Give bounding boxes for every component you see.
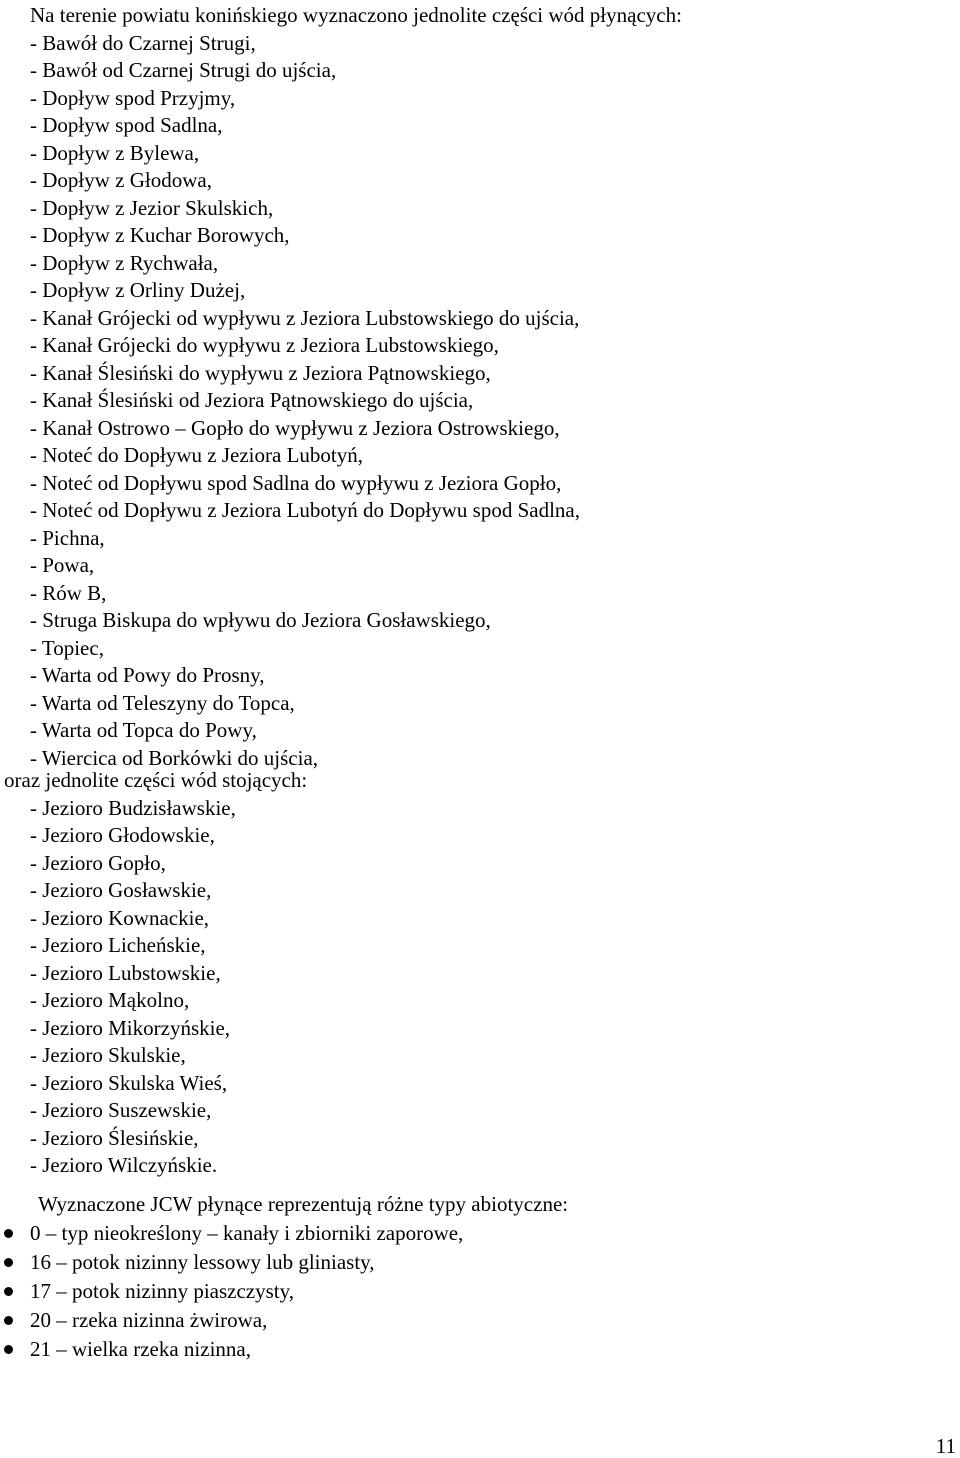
- flowing-water-item: [30, 277, 580, 305]
- flowing-water-item-text: - Warta od Teleszyny do Topca,: [30, 690, 295, 715]
- abiotic-types-list: [0, 1219, 463, 1364]
- flowing-water-item-text: - Kanał Grójecki od wypływu z Jeziora Lubstowskiego do ujścia,: [30, 305, 580, 330]
- flowing-water-item-text: - Struga Biskupa do wpływu do Jeziora Gosławskiego,: [30, 608, 491, 632]
- flowing-water-item: [30, 442, 580, 470]
- flowing-water-item-text: - Powa,: [30, 553, 95, 577]
- flowing-water-item: [30, 607, 580, 635]
- standing-water-item-text: - Jezioro Lubstowskie,: [30, 960, 221, 985]
- flowing-water-item-text: - Wiercica od Borkówki do ujścia,: [30, 745, 319, 770]
- standing-water-item: [30, 1015, 236, 1043]
- standing-water-item-text: - Jezioro Budzisławskie,: [30, 795, 236, 820]
- flowing-water-item-text: - Kanał Ślesiński od Jeziora Pątnowskiego do ujścia,: [30, 388, 474, 412]
- standing-water-item-text: - Jezioro Suszewskie,: [30, 1098, 212, 1122]
- flowing-water-item-text: - Rów B,: [30, 580, 107, 605]
- flowing-water-item-text: - Warta od Topca do Powy,: [30, 718, 257, 742]
- standing-water-item: [30, 1097, 236, 1125]
- flowing-water-item-text: - Dopływ z Kuchar Borowych,: [30, 223, 290, 247]
- flowing-water-item-text: - Dopływ z Bylewa,: [30, 140, 200, 165]
- standing-water-item-text: - Jezioro Licheńskie,: [30, 933, 206, 957]
- abiotic-type-item-text: 0 – typ nieokreślony – kanały i zbiorniki zaporowe,: [30, 1221, 464, 1245]
- flowing-water-item: [30, 332, 580, 360]
- flowing-water-item-text: - Kanał Ślesiński do wypływu z Jeziora Pątnowskiego,: [30, 360, 491, 385]
- flowing-water-item-text: - Bawół do Czarnej Strugi,: [30, 30, 256, 55]
- flowing-water-item-text: - Kanał Grójecki do wypływu z Jeziora Lubstowskiego,: [30, 333, 499, 357]
- abiotic-type-item: [0, 1219, 463, 1248]
- flowing-water-item: [30, 30, 580, 58]
- standing-waters-intro: oraz jednolite części wód stojących:: [4, 768, 308, 792]
- standing-water-item: [30, 795, 236, 823]
- flowing-water-item-text: - Bawół od Czarnej Strugi do ujścia,: [30, 58, 337, 82]
- flowing-water-item-text: - Noteć do Dopływu z Jeziora Lubotyń,: [30, 443, 363, 467]
- abiotic-type-item-text: 17 – potok nizinny piaszczysty,: [30, 1279, 295, 1303]
- bullet-icon: [4, 1316, 13, 1325]
- standing-water-item-text: - Jezioro Skulskie,: [30, 1043, 186, 1067]
- abiotic-type-item: [0, 1335, 463, 1364]
- flowing-water-item: [30, 112, 580, 140]
- standing-water-item: [30, 1152, 236, 1180]
- standing-water-item-text: - Jezioro Wilczyńskie.: [30, 1153, 218, 1177]
- flowing-water-item: [30, 360, 580, 388]
- flowing-water-item: [30, 662, 580, 690]
- abiotic-type-item-text: 16 – potok nizinny lessowy lub gliniasty,: [30, 1250, 375, 1274]
- page-number: 11: [935, 1434, 956, 1458]
- flowing-water-item: [30, 167, 580, 195]
- standing-water-item: [30, 987, 236, 1015]
- bullet-icon: [4, 1229, 13, 1238]
- bullet-icon: [4, 1345, 13, 1354]
- flowing-water-item: [30, 580, 580, 608]
- flowing-water-item-text: - Noteć od Dopływu z Jeziora Lubotyń do Dopływu spod Sadlna,: [30, 498, 580, 522]
- flowing-water-item: [30, 717, 580, 745]
- abiotic-type-item: [0, 1306, 463, 1335]
- flowing-water-item-text: - Noteć od Dopływu spod Sadlna do wypływu z Jeziora Gopło,: [30, 470, 562, 495]
- flowing-water-item-text: - Dopływ z Rychwała,: [30, 250, 219, 275]
- standing-water-item-text: - Jezioro Mąkolno,: [30, 988, 190, 1012]
- flowing-water-item: [30, 635, 580, 663]
- standing-waters-list: [30, 795, 236, 1180]
- standing-water-item: [30, 1070, 236, 1098]
- flowing-water-item-text: - Dopływ spod Sadlna,: [30, 113, 223, 137]
- standing-water-item-text: - Jezioro Kownackie,: [30, 905, 210, 930]
- flowing-water-item-text: - Dopływ spod Przyjmy,: [30, 85, 236, 110]
- flowing-water-item-text: - Dopływ z Jezior Skulskich,: [30, 195, 274, 220]
- flowing-water-item: [30, 85, 580, 113]
- flowing-water-item: [30, 195, 580, 223]
- flowing-waters-intro: Na terenie powiatu konińskiego wyznaczono jednolite części wód płynących:: [30, 3, 682, 27]
- standing-water-item: [30, 850, 236, 878]
- flowing-water-item: [30, 690, 580, 718]
- flowing-water-item-text: - Kanał Ostrowo – Gopło do wypływu z Jeziora Ostrowskiego,: [30, 415, 560, 440]
- standing-water-item: [30, 932, 236, 960]
- bullet-icon: [4, 1258, 13, 1267]
- abiotic-type-item-text: 20 – rzeka nizinna żwirowa,: [30, 1308, 268, 1332]
- flowing-water-item: [30, 470, 580, 498]
- flowing-water-item: [30, 497, 580, 525]
- abiotic-type-item-text: 21 – wielka rzeka nizinna,: [30, 1337, 251, 1361]
- flowing-water-item-text: - Dopływ z Głodowa,: [30, 168, 212, 192]
- standing-water-item-text: - Jezioro Gopło,: [30, 850, 166, 875]
- flowing-water-item: [30, 415, 580, 443]
- standing-water-item: [30, 1042, 236, 1070]
- flowing-water-item-text: - Pichna,: [30, 525, 105, 550]
- flowing-water-item: [30, 250, 580, 278]
- flowing-water-item: [30, 305, 580, 333]
- standing-water-item-text: - Jezioro Mikorzyńskie,: [30, 1015, 231, 1040]
- standing-water-item: [30, 960, 236, 988]
- flowing-water-item: [30, 57, 580, 85]
- standing-water-item: [30, 877, 236, 905]
- abiotic-type-item: [0, 1277, 463, 1306]
- flowing-water-item: [30, 222, 580, 250]
- flowing-water-item-text: - Warta od Powy do Prosny,: [30, 663, 265, 687]
- abiotic-types-intro: Wyznaczone JCW płynące reprezentują różne typy abiotyczne:: [38, 1192, 569, 1216]
- standing-water-item-text: - Jezioro Ślesińskie,: [30, 1125, 199, 1150]
- standing-water-item: [30, 822, 236, 850]
- bullet-icon: [4, 1287, 13, 1296]
- abiotic-type-item: [0, 1248, 463, 1277]
- standing-water-item-text: - Jezioro Skulska Wieś,: [30, 1070, 228, 1095]
- flowing-water-item: [30, 552, 580, 580]
- flowing-water-item-text: - Topiec,: [30, 635, 104, 660]
- flowing-water-item: [30, 387, 580, 415]
- flowing-water-item: [30, 525, 580, 553]
- standing-water-item: [30, 905, 236, 933]
- flowing-water-item: [30, 140, 580, 168]
- flowing-water-item-text: - Dopływ z Orliny Dużej,: [30, 278, 246, 302]
- standing-water-item: [30, 1125, 236, 1153]
- flowing-waters-list: [30, 30, 580, 773]
- standing-water-item-text: - Jezioro Głodowskie,: [30, 823, 215, 847]
- standing-water-item-text: - Jezioro Gosławskie,: [30, 878, 212, 902]
